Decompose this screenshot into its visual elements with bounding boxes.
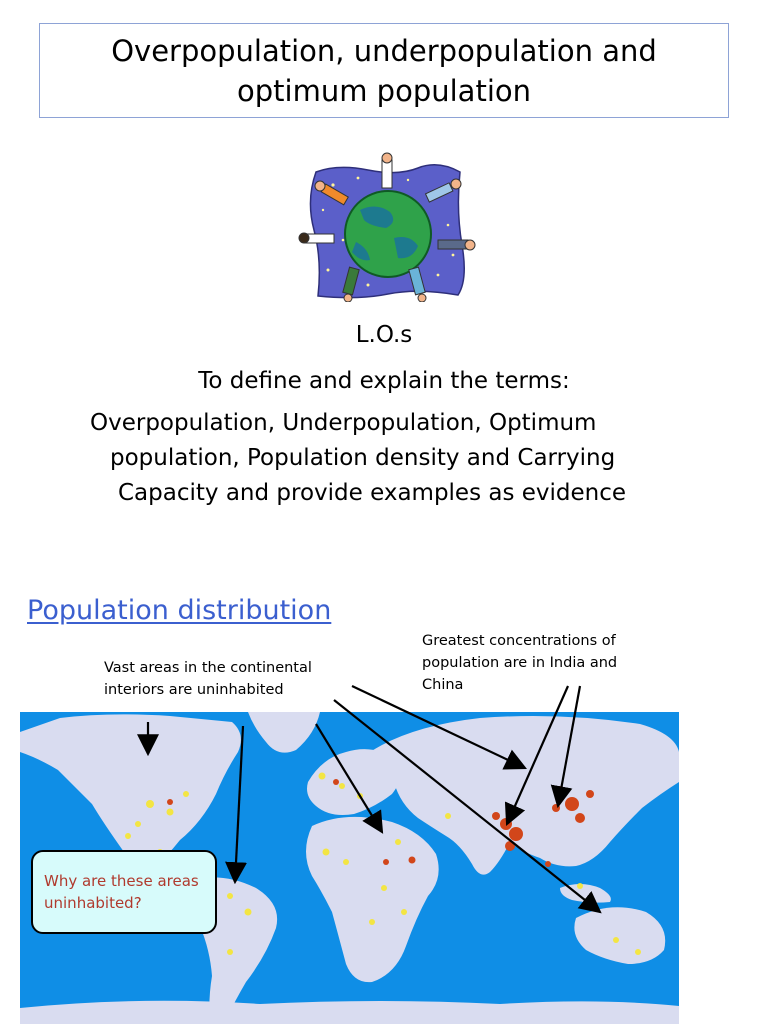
lo-terms-line: Overpopulation, Underpopulation, Optimum bbox=[90, 410, 597, 436]
question-box: Why are these areas uninhabited? bbox=[31, 850, 217, 934]
title-box bbox=[39, 23, 729, 118]
lo-intro: To define and explain the terms: bbox=[198, 368, 570, 394]
slide-title: Overpopulation, underpopulation and optimum population bbox=[111, 33, 657, 108]
note-uninhabited: Vast areas in the continental interiors are uninhabited bbox=[104, 660, 312, 698]
globe-people-icon bbox=[298, 150, 478, 302]
lo-terms-line: population, Population density and Carrying bbox=[110, 445, 616, 471]
lo-heading: L.O.s bbox=[355, 322, 413, 348]
lo-terms bbox=[90, 406, 690, 511]
note-concentrations: Greatest concentrations of population are in India and China bbox=[422, 633, 618, 693]
lo-terms-line: Capacity and provide examples as evidence bbox=[118, 480, 627, 506]
population-distribution-heading[interactable]: Population distribution bbox=[27, 595, 332, 626]
